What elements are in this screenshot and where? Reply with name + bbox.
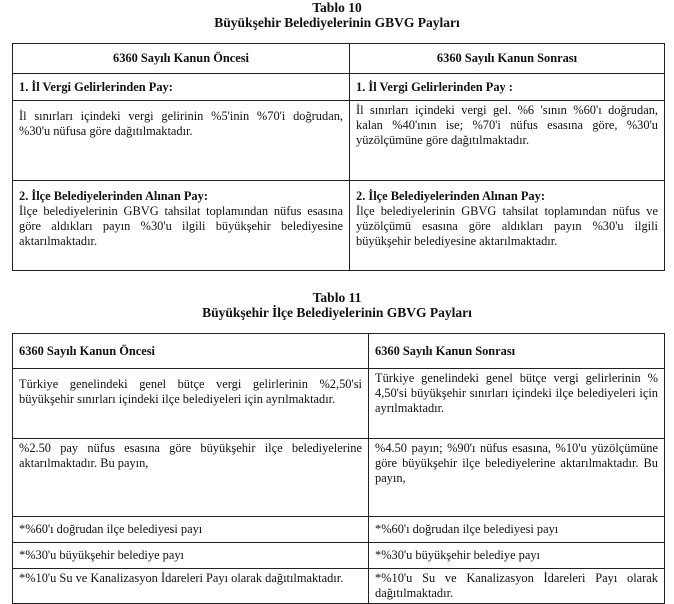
table11-row3-before: *%60'ı doğrudan ilçe belediyesi payı	[13, 517, 369, 543]
table11-header-before: 6360 Sayılı Kanun Öncesi	[13, 334, 369, 369]
table10-row1-before: İl sınırları içindeki vergi gelirinin %5'inin %70'i doğrudan, %30'u nüfusa göre dağıtılmaktadır.	[13, 101, 350, 181]
table11-row2-before: %2.50 pay nüfus esasına göre büyükşehir ilçe belediyelerine aktarılmaktadır. Bu payın,	[13, 439, 369, 517]
table10-row2-after: 2. İlçe Belediyelerinden Alınan Pay: İlçe belediyelerinin GBVG tahsilat toplamından nüfus ve yüzölçümü esasına göre aldıkları payın %30'u ilgili büyükşehir belediyesine aktarılmaktadır.	[350, 181, 665, 271]
table11-row3-after: *%60'ı doğrudan ilçe belediyesi payı	[369, 517, 665, 543]
table10-title: Büyükşehir Belediyelerinin GBVG Payları	[214, 15, 460, 30]
table10-row1-after: İl sınırları içindeki vergi gel. %6 'sının %60'ı doğrudan, kalan %40'ının ise; %70'i nüfus esasına göre, %30'u yüzölçümüne göre dağıtılmaktadır.	[350, 101, 665, 181]
table11-row4-before: *%30'u büyükşehir belediye payı	[13, 543, 369, 569]
table11-row4-after: *%30'u büyükşehir belediye payı	[369, 543, 665, 569]
table11-title: Büyükşehir İlçe Belediyelerinin GBVG Payları	[202, 305, 472, 320]
table11-row1-after: Türkiye genelindeki genel bütçe vergi gelirlerinin % 4,50'si büyükşehir sınırları içindeki ilçe belediyeleri için ayrılmaktadır.	[369, 369, 665, 439]
table10-number: Tablo 10	[312, 0, 362, 15]
table11-row2-after: %4.50 payın; %90'ı nüfus esasına, %10'u yüzölçümüne göre büyükşehir ilçe belediyelerine aktarılmaktadır. Bu payın,	[369, 439, 665, 517]
table10-section1-after: 1. İl Vergi Gelirlerinden Pay :	[350, 74, 665, 101]
table10-header-before: 6360 Sayılı Kanun Öncesi	[13, 44, 350, 74]
table11-number: Tablo 11	[312, 290, 362, 305]
table10	[12, 43, 665, 271]
table11	[12, 333, 665, 604]
table11-header-after: 6360 Sayılı Kanun Sonrası	[369, 334, 665, 369]
table10-row2-before: 2. İlçe Belediyelerinden Alınan Pay: İlçe belediyelerinin GBVG tahsilat toplamından nüfus esasına göre aldıkları payın %30'u ilgili büyükşehir belediyesine aktarılmaktadır.	[13, 181, 350, 271]
table11-row5-before: *%10'u Su ve Kanalizasyon İdareleri Payı olarak dağıtılmaktadır.	[13, 569, 369, 604]
table10-section1-before: 1. İl Vergi Gelirlerinden Pay:	[13, 74, 350, 101]
table11-row5-after: *%10'u Su ve Kanalizasyon İdareleri Payı olarak dağıtılmaktadır.	[369, 569, 665, 604]
table11-row1-before: Türkiye genelindeki genel bütçe vergi gelirlerinin %2,50'si büyükşehir sınırları içindeki ilçe belediyeleri için ayrılmaktadır.	[13, 369, 369, 439]
table10-header-after: 6360 Sayılı Kanun Sonrası	[350, 44, 665, 74]
